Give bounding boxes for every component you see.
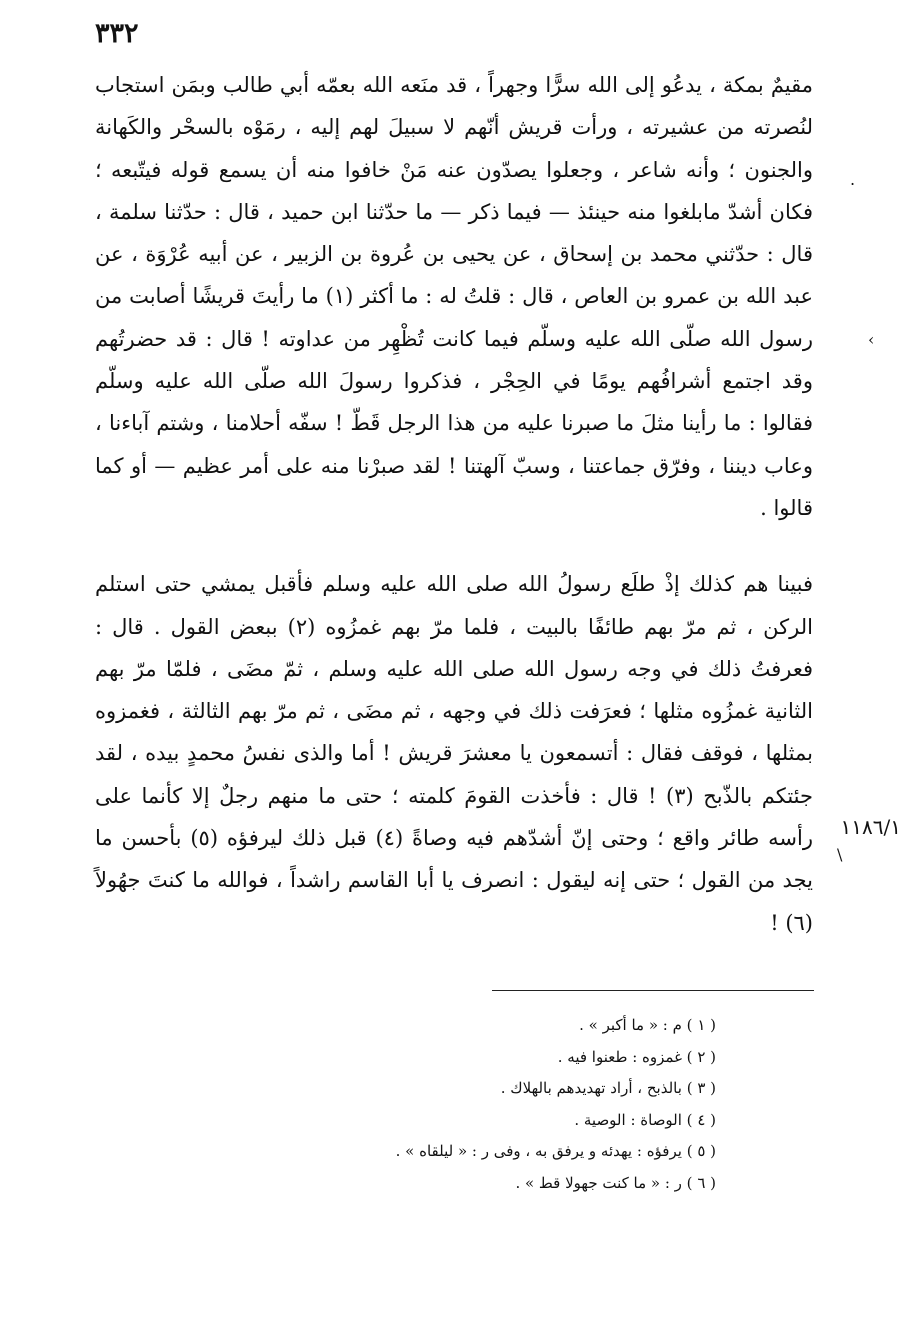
footnote: ( ٣ ) بالذبح ، أراد تهديدهم بالهلاك . bbox=[500, 1079, 716, 1097]
footnote: ( ٥ ) يرفؤه : يهدئه و يرفق به ، وفى ر : « ليلقاه » . bbox=[395, 1142, 716, 1160]
margin-dot-mark: . bbox=[850, 170, 856, 189]
footnote: ( ٤ ) الوصاة : الوصية . bbox=[574, 1110, 716, 1129]
page-number: ٣٣٢ bbox=[95, 18, 139, 49]
margin-dot-mark: ‹ bbox=[868, 330, 875, 349]
footnote: ( ٦ ) ر : « ما كنت جهولا قط » . bbox=[515, 1173, 716, 1192]
paragraph: مقيمٌ بمكة ، يدعُو إلى الله سرًّا وجهراً ، قد منَعه الله بعمّه أبي طالب وبمَن استجاب لنُصرته من عشيرته ، ورأت قريش أنّهم لا سبيلَ لهم إليه ، رمَوْه بالسحْر والكَهانة والجنون ؛ وأنه شاعر ، وجعلوا يصدّون عنه مَنْ خافوا منه أن يسمع قوله فيتّبعه ؛ فكان أشدّ مابلغوا منه حينئذ — فيما ذكر — ما حدّثنا ابن حميد ، قال : حدّثنا سلمة ، قال : حدّثني محمد بن إسحاق ، عن يحيى بن عُروة بن الزبير ، عن أبيه عُرْوَة ، عن عبد الله بن عمرو بن العاص ، قال : قلتُ له : ما أكثر (١) ما رأيتَ قريشًا أصابت من رسول الله صلّى الله عليه وسلّم فيما كانت تُظْهِر من عداوته ! قال : قد حضرتُهم وقد اجتمع أشرافُهم يومًا في الحِجْر ، فذكروا رسولَ الله صلّى الله عليه وسلّم فقالوا : ما رأينا مثلَ ما صبرنا عليه من هذا الرجل قَطّ ! سفّه أحلامنا ، وشتم آباءنا ، وعاب ديننا ، وفرّق جماعتنا ، وسبّ آلهتنا ! لقد صبرْنا منه على أمر عظيم — أو كما قالوا . bbox=[95, 73, 813, 520]
margin-page-reference: ١١٨٦/١ bbox=[840, 815, 901, 839]
paragraph: فبينا هم كذلك إذْ طلَع رسولُ الله صلى الله عليه وسلم فأقبل يمشي حتى استلم الركن ، ثم مرّ بهم طائفًا بالبيت ، فلما مرّ بهم غمزُوه (٢) ببعض القول . قال : فعرفتُ ذلك في وجه رسول الله صلى الله عليه وسلم ، ثمّ مضَى ، فلمّا مرّ بهم الثانية غمزُوه مثلها ؛ فعرَفت ذلك في وجهه ، ثم مضَى ، ثم مرّ بهم الثالثة ، فغمزوه بمثلها ، فوقف فقال : أتسمعون يا معشرَ قريش ! أما والذى نفسُ محمدٍ بيده ، لقد جئتكم بالذّبح (٣) ! قال : فأخذت القومَ كلمته ؛ حتى ما منهم رجلٌ إلا كأنما على رأسه طائر واقع ؛ وحتى إنّ أشدّهم فيه وصاةً (٤) قبل ذلك ليرفؤه (٥) بأحسن ما يجد من القول ؛ حتى إنه ليقول : انصرف يا أبا القاسم راشداً ، فوالله ما كنتَ جهُولاً (٦) ! bbox=[95, 572, 814, 935]
footnote: ( ٢ ) غمزوه : طعنوا فيه . bbox=[557, 1047, 716, 1066]
main-text bbox=[95, 64, 813, 944]
margin-tick-mark: \ bbox=[837, 845, 843, 864]
paragraph-gap bbox=[95, 529, 813, 563]
footnote: ( ١ ) م : « ما أكبر » . bbox=[579, 1016, 716, 1034]
footnotes-list bbox=[156, 1010, 716, 1199]
footnote-separator bbox=[492, 990, 814, 991]
